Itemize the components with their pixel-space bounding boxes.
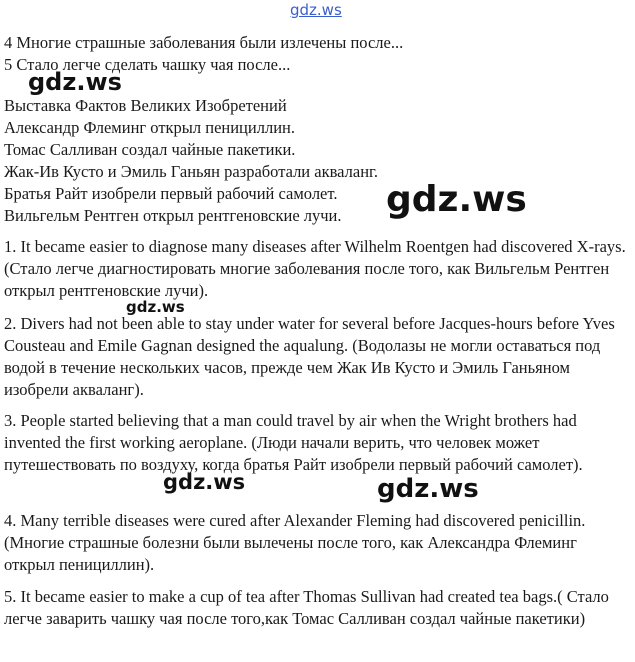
intro-line: 5 Стало легче сделать чашку чая после... (4, 55, 291, 74)
watermark: gdz.ws (126, 298, 185, 316)
answer-paragraph: 4. Many terrible diseases were cured after Alexander Fleming had discovered penicillin. (Многие страшные болезни были вылечены после того, как Александра Флеминг открыл пенициллин). (4, 511, 586, 574)
answer-paragraph: 1. It became easier to diagnose many diseases after Wilhelm Roentgen had discovered X-rays. (Стало легче диагностировать многие заболевания после того, как Вильгельм Рентген открыл рентгеновские лучи). (4, 237, 626, 300)
watermark: gdz.ws (377, 474, 479, 504)
intro-block (4, 32, 632, 76)
answer-paragraph: 2. Divers had not been able to stay under water for several before Jacques-hours before Yves Cousteau and Emile Gagnan designed the aqualung. (Водолазы не могли оставаться под водой в течение нескольких часов, прежде чем Жак Ив Кусто и Эмиль Ганьяном изобрели акваланг). (4, 314, 615, 399)
watermark: gdz.ws (386, 179, 527, 220)
answer-paragraph: 5. It became easier to make a cup of tea after Thomas Sullivan had created tea bags.( Стало легче заварить чашку чая после того,как Томас Салливан создал чайные пакетики) (4, 587, 609, 628)
watermark: gdz.ws (28, 68, 122, 96)
answer-paragraph: 3. People started believing that a man could travel by air when the Wright brothers had invented the first working aeroplane. (Люди начали верить, что человек может путешествовать по воздуху, когда братья Райт изобрели первый рабочий самолет). (4, 411, 583, 474)
facts-block (4, 95, 632, 227)
intro-line: 4 Многие страшные заболевания были излечены после... (4, 33, 404, 52)
fact-item: Вильгельм Рентген открыл рентгеновские лучи. (4, 206, 342, 225)
fact-item: Жак-Ив Кусто и Эмиль Ганьян разработали акваланг. (4, 162, 379, 181)
facts-title: Выставка Фактов Великих Изобретений (4, 96, 287, 115)
fact-item: Александр Флеминг открыл пенициллин. (4, 118, 295, 137)
fact-item: Братья Райт изобрели первый рабочий самолет. (4, 184, 338, 203)
fact-item: Томас Салливан создал чайные пакетики. (4, 140, 296, 159)
watermark: gdz.ws (163, 470, 246, 494)
watermark-link-top[interactable]: gdz.ws (290, 1, 342, 19)
